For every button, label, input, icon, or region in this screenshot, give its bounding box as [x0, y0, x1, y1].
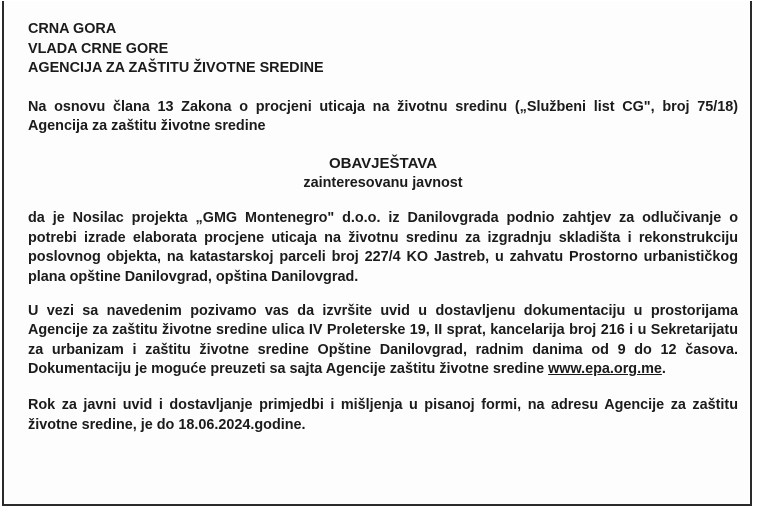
public-notice [2, 1, 752, 506]
government-name: VLADA CRNE GORE [28, 40, 169, 57]
notice-content [28, 20, 738, 435]
inspection-end: . [661, 361, 666, 378]
notice-title: OBAVJEŠTAVA [328, 154, 438, 172]
issuer-header [28, 20, 738, 79]
intro-paragraph: Na osnovu člana 13 Zakona o procjeni uticaja na životnu sredinu („Službeni list CG", broj 75/18) Agencija za zaštitu životne sredine [28, 98, 738, 135]
project-paragraph: da je Nosilac projekta „GMG Montenegro" d.o.o. iz Danilovgrada podnio zahtjev za odlučivanje o potrebi izrade elaborata procjene uticaja na životnu sredinu za izgradnju skladišta i rekonstrukciju poslovnog objekta, na katastarskoj parceli broj 227/4 KO Jastreb, u zahvatu Prostorno urbanističkog plana opštine Danilovgrad, opština Danilovgrad. [28, 210, 738, 285]
inspection-text: U vezi sa navedenim pozivamo vas da izvršite uvid u dostavljenu dokumentaciju u prostorijama Agencije za zaštitu životne sredine ulica IV Proleterske 19, II sprat, kancelarija broj 216 i u Sekretarijatu za urbanizam i zaštitu životne sredine Opštine Danilovgrad, radnim danima od 9 do 12 časova. Dokumentaciju je moguće preuzeti sa sajta Agencije zaštitu životne sredine [28, 302, 738, 378]
inspection-paragraph [28, 302, 738, 380]
agency-name: AGENCIJA ZA ZAŠTITU ŽIVOTNE SREDINE [28, 60, 324, 77]
notice-subtitle: zainteresovanu javnost [303, 174, 463, 191]
deadline-paragraph: Rok za javni uvid i dostavljanje primjedbi i mišljenja u pisanoj formi, na adresu Agencije za zaštitu životne sredine, je do 18.06.2024.godine. [28, 396, 738, 433]
agency-website-link[interactable]: www.epa.org.me [548, 361, 662, 378]
country-name: CRNA GORA [28, 21, 117, 37]
